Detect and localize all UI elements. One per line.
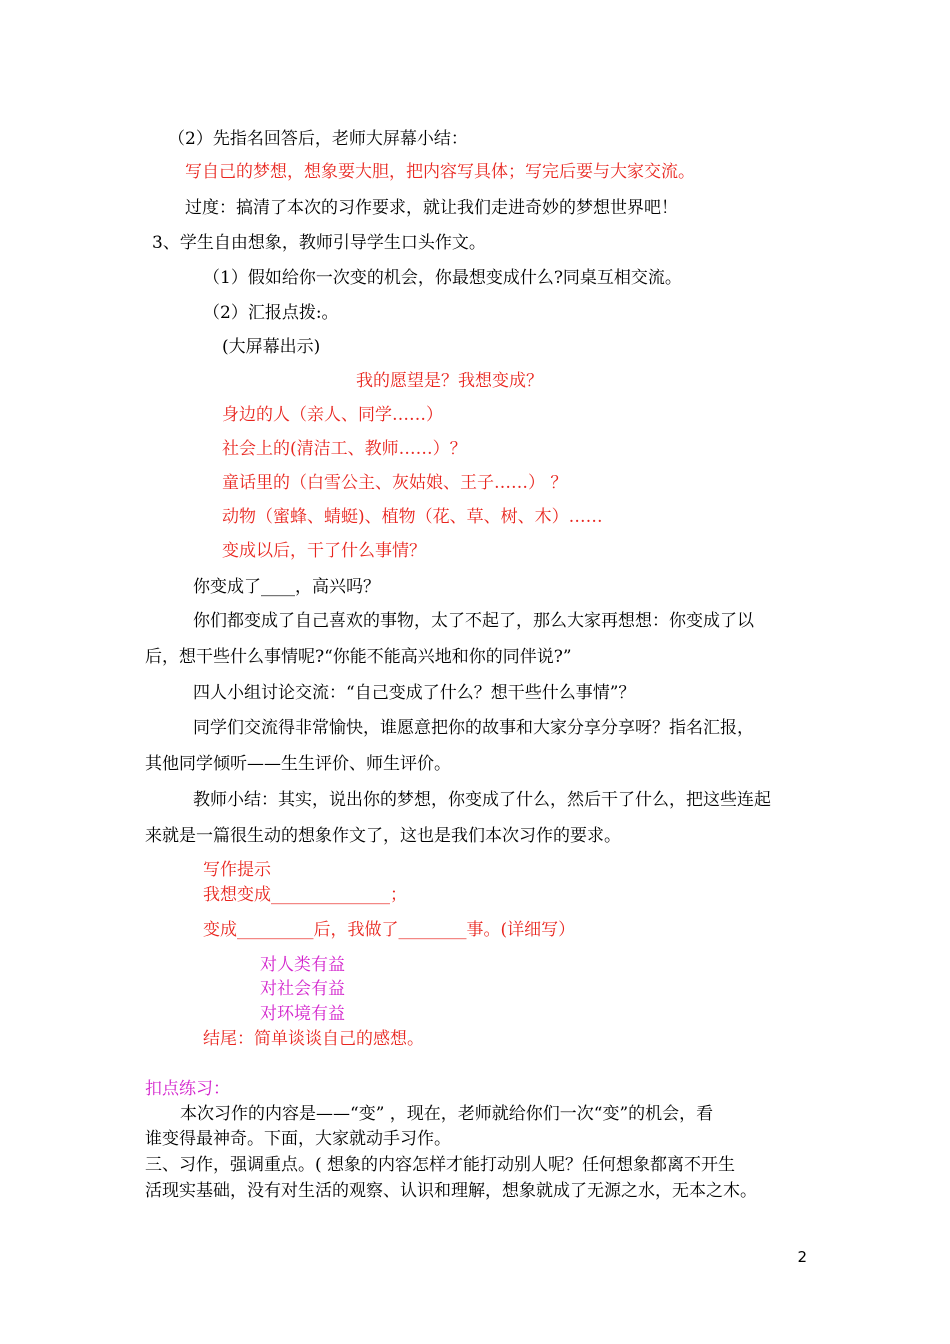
option-society: 社会上的(清洁工、教师……）？: [222, 439, 467, 459]
benefit-society: 对社会有益: [260, 979, 345, 999]
option-nature: 动物（蜜蜂、蜻蜓)、植物（花、草、树、木）……: [222, 507, 603, 527]
paragraph-1-line-2: 后，想干些什么事情呢?“你能不能高兴地和你的同伴说?”: [145, 647, 572, 667]
option-people: 身边的人（亲人、同学……）: [222, 405, 443, 425]
section-three-line-2: 活现实基础，没有对生活的观察、认识和理解，想象就成了无源之水，无本之木。: [145, 1181, 757, 1201]
paragraph-2-line-2: 其他同学倾听——生生评价、师生评价。: [145, 754, 451, 774]
screen-show-label: (大屏幕出示): [222, 337, 321, 357]
benefit-environment: 对环境有益: [260, 1004, 345, 1024]
writing-tip-2: 变成_________后，我做了________事。(详细写）: [203, 920, 576, 940]
paragraph-3-line-2: 来就是一篇很生动的想象作文了，这也是我们本次习作的要求。: [145, 826, 621, 846]
step-answer-summary: （2）先指名回答后，老师大屏幕小结：: [168, 129, 468, 149]
paragraph-1-line-1: 你们都变成了自己喜欢的事物，太了不起了，那么大家再想想：你变成了以: [193, 611, 754, 631]
practice-heading: 扣点练习：: [145, 1079, 230, 1099]
writing-tip-1: 我想变成______________；: [203, 885, 407, 905]
ending-tip: 结尾：简单谈谈自己的感想。: [203, 1029, 424, 1049]
wish-question: 我的愿望是？我想变成？: [356, 371, 543, 391]
paragraph-3-line-1: 教师小结：其实，说出你的梦想，你变成了什么，然后干了什么，把这些连起: [193, 790, 771, 810]
practice-line-1: 本次习作的内容是——“变” ，现在，老师就给你们一次“变”的机会，看: [180, 1104, 714, 1124]
step-1-text: （1）假如给你一次变的机会，你最想变成什么?同桌互相交流。: [203, 268, 682, 288]
step-2-text: （2）汇报点拨:。: [203, 303, 339, 323]
page-number: 2: [797, 1248, 807, 1266]
paragraph-2-line-1: 同学们交流得非常愉快，谁愿意把你的故事和大家分享分享呀？指名汇报，: [193, 718, 754, 738]
happy-question: 你变成了____，高兴吗？: [193, 577, 380, 597]
summary-requirement: 写自己的梦想，想象要大胆，把内容写具体；写完后要与大家交流。: [185, 162, 695, 182]
option-fairytale: 童话里的（白雪公主、灰姑娘、王子……） ？: [222, 473, 568, 493]
practice-line-2: 谁变得最神奇。下面，大家就动手习作。: [145, 1129, 451, 1149]
writing-tips-heading: 写作提示: [203, 860, 271, 880]
section-3-heading: 3、学生自由想象，教师引导学生口头作文。: [152, 233, 486, 253]
after-change-question: 变成以后，干了什么事情？: [222, 541, 426, 561]
section-three-line-1: 三、习作，强调重点。( 想象的内容怎样才能打动别人呢？任何想象都离不开生: [145, 1155, 736, 1175]
group-discussion: 四人小组讨论交流：“自己变成了什么？想干些什么事情”？: [193, 683, 636, 703]
benefit-humanity: 对人类有益: [260, 955, 345, 975]
transition-text: 过度：搞清了本次的习作要求，就让我们走进奇妙的梦想世界吧！: [185, 198, 678, 218]
